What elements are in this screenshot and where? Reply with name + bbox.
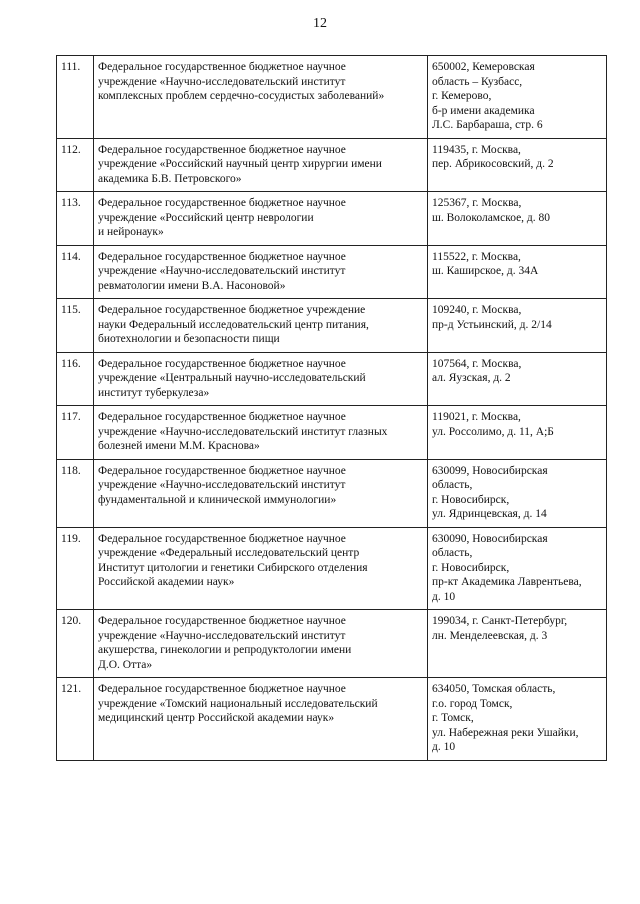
institution-address: 199034, г. Санкт-Петербург, лн. Менделеевская, д. 3 — [428, 610, 607, 678]
institution-address: 119021, г. Москва, ул. Россолимо, д. 11, А;Б — [428, 406, 607, 460]
table-row — [57, 352, 607, 406]
row-number: 119. — [57, 527, 94, 610]
table-row — [57, 56, 607, 139]
table-row — [57, 138, 607, 192]
institution-address: 107564, г. Москва, ал. Яузская, д. 2 — [428, 352, 607, 406]
institution-address: 634050, Томская область, г.о. город Томск, г. Томск, ул. Набережная реки Ушайки, д. 10 — [428, 678, 607, 761]
page-number: 12 — [313, 16, 327, 31]
institution-address: 109240, г. Москва, пр-д Устьинский, д. 2/14 — [428, 299, 607, 353]
institution-address: 650002, Кемеровская область – Кузбасс, г. Кемерово, б-р имени академика Л.С. Барбараша, стр. 6 — [428, 56, 607, 139]
institution-name: Федеральное государственное бюджетное научное учреждение «Научно-исследовательский институт глазных болезней имени М.М. Краснова» — [94, 406, 428, 460]
table-row — [57, 406, 607, 460]
institution-name: Федеральное государственное бюджетное учреждение науки Федеральный исследовательский центр питания, биотехнологии и безопасности пищи — [94, 299, 428, 353]
table-row — [57, 299, 607, 353]
institution-name: Федеральное государственное бюджетное научное учреждение «Российский научный центр хирургии имени академика Б.В. Петровского» — [94, 138, 428, 192]
row-number: 120. — [57, 610, 94, 678]
institution-address: 119435, г. Москва, пер. Абрикосовский, д. 2 — [428, 138, 607, 192]
row-number: 116. — [57, 352, 94, 406]
institution-name: Федеральное государственное бюджетное научное учреждение «Научно-исследовательский институт фундаментальной и клинической иммунологии» — [94, 459, 428, 527]
institution-address: 630090, Новосибирская область, г. Новосибирск, пр-кт Академика Лаврентьева, д. 10 — [428, 527, 607, 610]
institution-name: Федеральное государственное бюджетное научное учреждение «Научно-исследовательский институт акушерства, гинекологии и репродуктологии имени Д.О. Отта» — [94, 610, 428, 678]
institution-name: Федеральное государственное бюджетное научное учреждение «Федеральный исследовательский центр Институт цитологии и генетики Сибирского отделения Российской академии наук» — [94, 527, 428, 610]
table-row — [57, 610, 607, 678]
institution-name: Федеральное государственное бюджетное научное учреждение «Научно-исследовательский институт комплексных проблем сердечно-сосудистых заболеваний» — [94, 56, 428, 139]
institution-name: Федеральное государственное бюджетное научное учреждение «Научно-исследовательский институт ревматологии имени В.А. Насоновой» — [94, 245, 428, 299]
table-row — [57, 678, 607, 761]
row-number: 115. — [57, 299, 94, 353]
table-row — [57, 245, 607, 299]
row-number: 111. — [57, 56, 94, 139]
institution-address: 115522, г. Москва, ш. Каширское, д. 34А — [428, 245, 607, 299]
table-row — [57, 459, 607, 527]
row-number: 121. — [57, 678, 94, 761]
institution-name: Федеральное государственное бюджетное научное учреждение «Центральный научно-исследовательский институт туберкулеза» — [94, 352, 428, 406]
institutions-table — [56, 55, 607, 761]
institution-address: 630099, Новосибирская область, г. Новосибирск, ул. Ядринцевская, д. 14 — [428, 459, 607, 527]
institution-address: 125367, г. Москва, ш. Волоколамское, д. 80 — [428, 192, 607, 246]
row-number: 113. — [57, 192, 94, 246]
row-number: 118. — [57, 459, 94, 527]
row-number: 114. — [57, 245, 94, 299]
institution-name: Федеральное государственное бюджетное научное учреждение «Российский центр неврологии и нейронаук» — [94, 192, 428, 246]
institution-name: Федеральное государственное бюджетное научное учреждение «Томский национальный исследовательский медицинский центр Российской академии наук» — [94, 678, 428, 761]
row-number: 117. — [57, 406, 94, 460]
row-number: 112. — [57, 138, 94, 192]
table-row — [57, 192, 607, 246]
table-row — [57, 527, 607, 610]
